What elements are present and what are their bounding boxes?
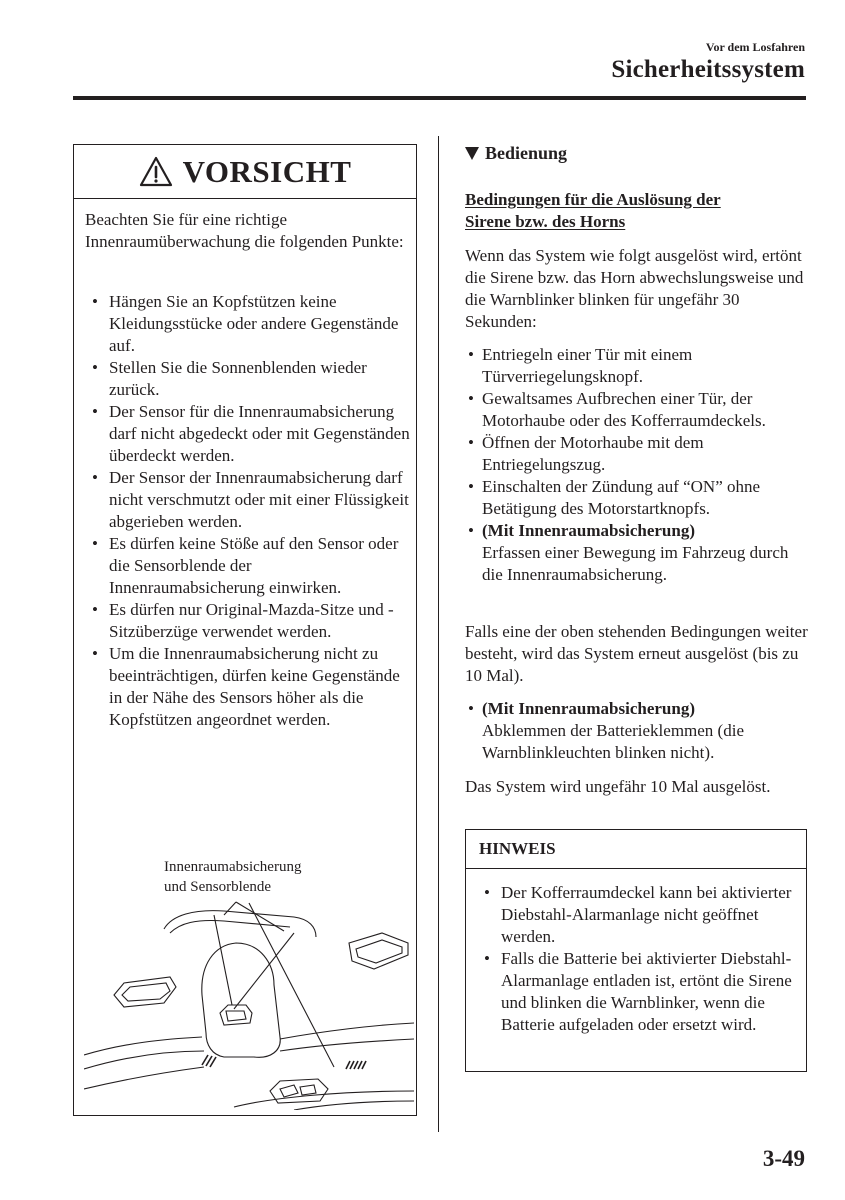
caution-item: • Der Sensor für die Innenraumabsicherung darf nicht abgedeckt oder mit Gegenständen überdeckt werden. — [88, 401, 410, 467]
page-number: 3-49 — [762, 1146, 805, 1171]
interior-sensor-illustration — [84, 845, 414, 1110]
column-divider — [438, 136, 439, 1132]
illustration-label — [164, 857, 301, 897]
battery-condition-list — [465, 698, 808, 764]
interior-option-label: (Mit Innenraumabsicherung) — [482, 521, 695, 540]
illustration-label-line: und Sensorblende — [164, 879, 272, 895]
note-box — [465, 829, 807, 1072]
triangle-down-icon — [465, 147, 479, 160]
note-heading: HINWEIS — [466, 830, 806, 869]
trigger-condition-interior — [465, 520, 808, 586]
caution-item: • Um die Innenraumabsicherung nicht zu beeinträchtigen, dürfen keine Gegenstände in der Nähe des Sensors höher als die Kopfstützen angeordnet werden. — [88, 643, 410, 731]
note-item: • Der Kofferraumdeckel kann bei aktivierter Diebstahl-Alarmanlage nicht geöffnet werden. — [481, 882, 801, 948]
battery-condition-text: Abklemmen der Batterieklemmen (die Warnblinkleuchten blinken nicht). — [482, 721, 744, 762]
note-item: • Falls die Batterie bei aktivierter Diebstahl-Alarmanlage entladen ist, ertönt die Sirene und blinken die Warnblinker, wenn die Batterie aufgeladen oder ersetzt wird. — [481, 948, 801, 1036]
conditions-subheading — [465, 189, 808, 233]
illustration-label-line: Innenraumabsicherung — [164, 859, 302, 875]
battery-result-text: Das System wird ungefähr 10 Mal ausgelöst. — [465, 777, 771, 796]
trigger-condition: • Gewaltsames Aufbrechen einer Tür, der Motorhaube oder des Kofferraumdeckels. — [465, 388, 808, 432]
trigger-condition: • Einschalten der Zündung auf “ON” ohne Betätigung des Motorstartknopfs. — [465, 476, 808, 520]
caution-header — [74, 145, 416, 199]
operation-heading — [465, 143, 567, 164]
conditions-subheading-line: Sirene bzw. des Horns — [465, 212, 626, 231]
operation-intro: Wenn das System wie folgt ausgelöst wird, ertönt die Sirene bzw. das Horn abwechslungsweise und die Warnblinker blinken für ungefähr 30 Sekunden: — [465, 246, 804, 331]
caution-title: VORSICHT — [182, 153, 352, 189]
caution-item: • Es dürfen keine Stöße auf den Sensor oder die Sensorblende der Innenraumabsicherung einwirken. — [88, 533, 410, 599]
caution-list — [88, 291, 410, 731]
caution-intro: Beachten Sie für eine richtige Innenraumüberwachung die folgenden Punkte: — [85, 210, 404, 251]
caution-box — [73, 144, 417, 1116]
interior-option-label: (Mit Innenraumabsicherung) — [482, 699, 695, 718]
note-list — [481, 882, 801, 1036]
trigger-conditions-list — [465, 344, 808, 586]
header-section-label: Vor dem Losfahren — [705, 40, 805, 54]
conditions-subheading-line: Bedingungen für die Auslösung der — [465, 190, 721, 209]
operation-heading-text: Bedienung — [485, 143, 568, 163]
page-title: Sicherheitssystem — [611, 56, 805, 83]
interior-condition-text: Erfassen einer Bewegung im Fahrzeug durch die Innenraumabsicherung. — [482, 543, 789, 584]
caution-item: • Es dürfen nur Original-Mazda-Sitze und -Sitzüberzüge verwendet werden. — [88, 599, 410, 643]
trigger-condition: • Öffnen der Motorhaube mit dem Entriegelungszug. — [465, 432, 808, 476]
warning-triangle-icon — [139, 156, 173, 188]
caution-item: • Stellen Sie die Sonnenblenden wieder zurück. — [88, 357, 410, 401]
caution-item: • Der Sensor der Innenraumabsicherung darf nicht verschmutzt oder mit einer Flüssigkeit abgerieben werden. — [88, 467, 410, 533]
trigger-condition: • Entriegeln einer Tür mit einem Türverriegelungsknopf. — [465, 344, 808, 388]
caution-item: • Hängen Sie an Kopfstützen keine Kleidungsstücke oder andere Gegenstände auf. — [88, 291, 410, 357]
battery-condition — [465, 698, 808, 764]
repeat-trigger-text: Falls eine der oben stehenden Bedingungen weiter besteht, wird das System erneut ausgelöst (bis zu 10 Mal). — [465, 622, 808, 685]
header-rule — [73, 96, 806, 100]
